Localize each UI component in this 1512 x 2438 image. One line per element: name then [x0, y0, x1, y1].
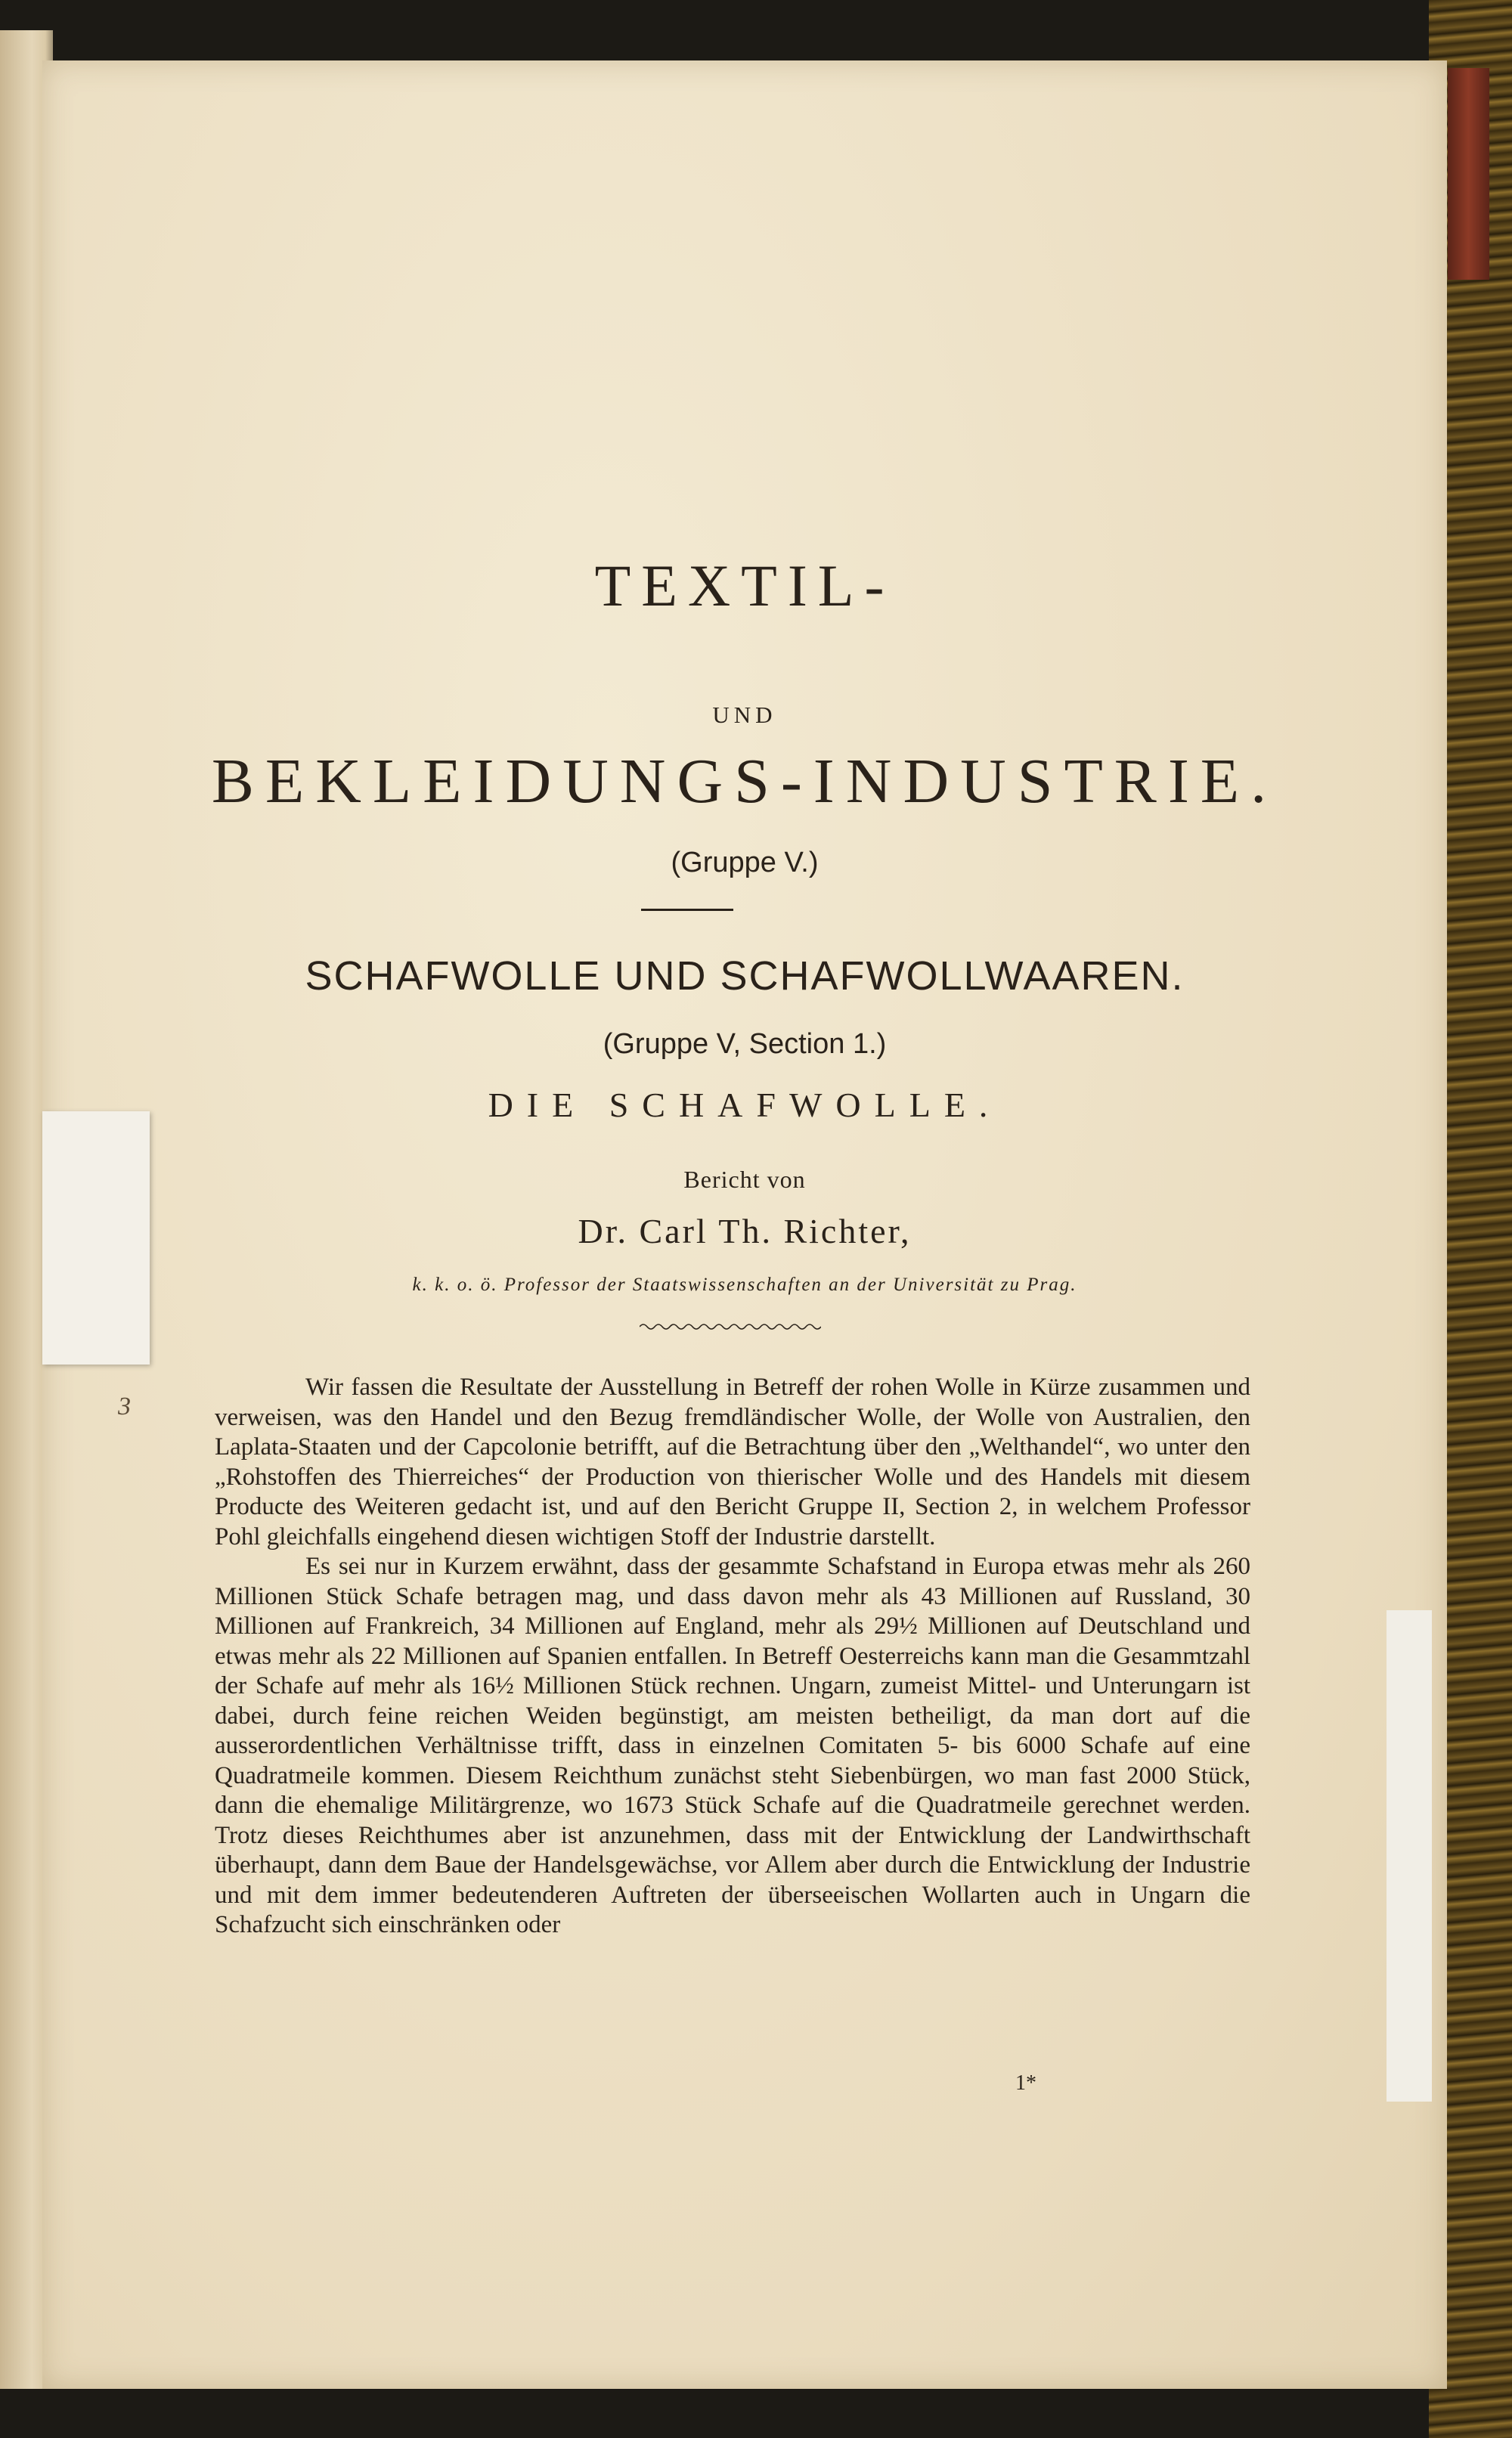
heading-title-2: BEKLEIDUNGS-INDUSTRIE. [211, 746, 1278, 816]
document-page [42, 60, 1447, 2389]
heading-connector: UND [712, 702, 777, 728]
author-name: Dr. Carl Th. Richter, [578, 1212, 912, 1250]
section-group: (Gruppe V, Section 1.) [603, 1028, 887, 1060]
margin-note: 3 [118, 1392, 131, 1420]
section-title: SCHAFWOLLE UND SCHAFWOLLWAAREN. [305, 953, 1185, 999]
author-affiliation: k. k. o. ö. Professor der Staatswissenschaften an der Universität zu Prag. [412, 1275, 1077, 1295]
heading-title-1: TEXTIL- [594, 553, 895, 618]
report-of-label: Bericht von [683, 1166, 806, 1193]
paragraph: Es sei nur in Kurzem erwähnt, dass der gesammte Schafstand in Europa etwas mehr als 260 Millionen Stück Schafe betragen mag, und dass davon mehr als 43 Millionen auf Russland, 30 Millionen auf Frankreich, 34 Millionen auf England, mehr als 29½ Millionen auf Deutschland und etwas mehr als 22 Millionen auf Spanien entfallen. In Betreff Oesterreichs kann man die Gesammtzahl der Schafe auf mehr als 16½ Millionen Stück rechnen. Ungarn, zumeist Mittel- und Unterungarn ist dabei, durch feine reichen Weiden begünstigt, am meisten betheiligt, da man dort auf die ausserordentlichen Verhältnisse trifft, dass in einzelnen Comitaten 5- bis 6000 Schafe auf eine Quadratmeile kommen. Diesem Reichthum zunächst steht Siebenbürgen, wo man fast 2000 Stück, dann die ehemalige Militärgrenze, wo 1673 Stück Schafe auf die Quadratmeile gerechnet werden. Trotz dieses Reichthumes aber ist anzunehmen, dass mit der Entwicklung der Landwirthschaft überhaupt, dann dem Baue der Handelsgewächse, vor Allem aber durch die Entwicklung der Industrie und mit dem immer bedeutenderen Auftreten der überseeischen Wollarten auch in Ungarn die Schafzucht sich einschränken oder [215, 1553, 1250, 1938]
torn-page-edge [1387, 1610, 1432, 2102]
ornament-divider [640, 1321, 821, 1332]
heading-group: (Gruppe V.) [671, 847, 819, 878]
body-text [215, 1373, 1250, 1941]
section-subtitle: DIE SCHAFWOLLE. [488, 1086, 1002, 1124]
divider [641, 909, 733, 911]
paragraph: Wir fassen die Resultate der Ausstellung in Betreff der rohen Wolle in Kürze zusammen und verweisen, was den Handel und den Bezug fremdländischer Wolle, der Wolle von Australien, den Laplata-Staaten und der Capcolonie betrifft, auf die Betrachtung über den „Welthandel“, wo unter den „Rohstoffen des Thierreiches“ der Production von thierischer Wolle und des Handels mit diesem Producte des Weiteren gedacht ist, und auf den Bericht Gruppe II, Section 2, in welchem Professor Pohl gleichfalls eingehend diesen wichtigen Stoff der Industrie darstellt. [215, 1374, 1250, 1550]
book-binding [1448, 68, 1489, 280]
signature-mark: 1* [1015, 2071, 1036, 2095]
